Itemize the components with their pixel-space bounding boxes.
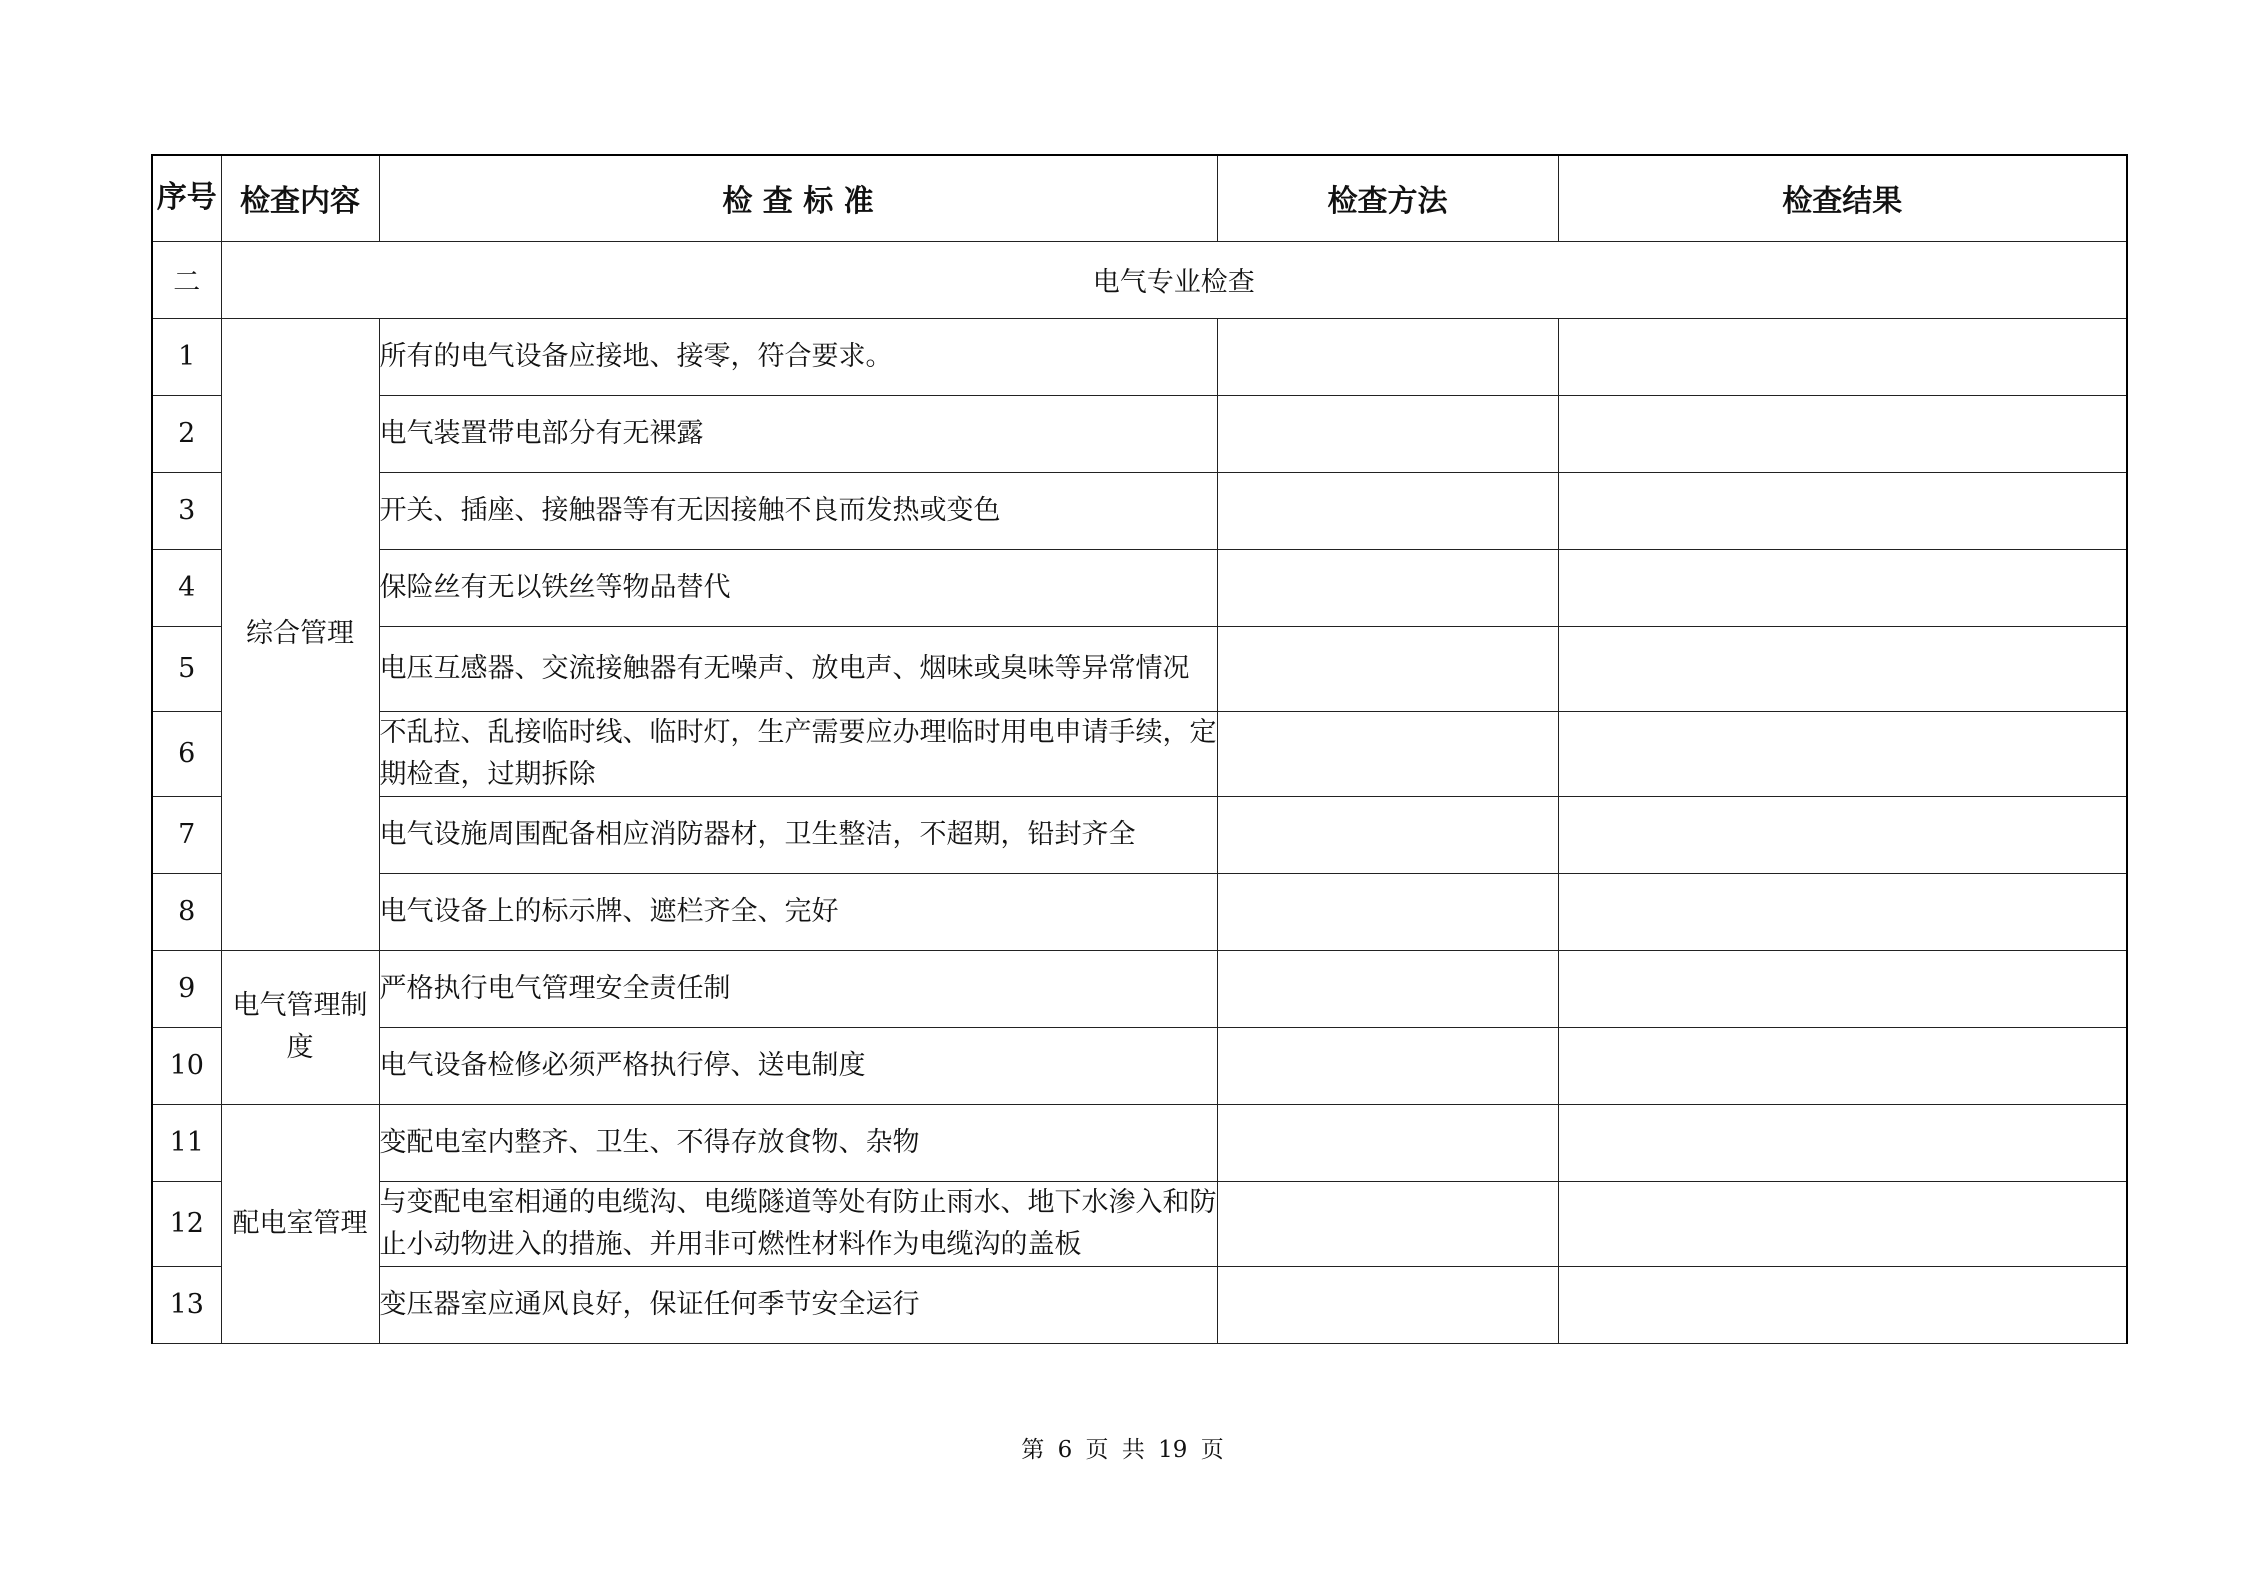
row-number: 2 (152, 395, 221, 472)
row-standard: 与变配电室相通的电缆沟、电缆隧道等处有防止雨水、地下水渗入和防止小动物进入的措施、并用非可燃性材料作为电缆沟的盖板 (379, 1181, 1217, 1266)
row-number: 8 (152, 873, 221, 950)
group-label-electrical-rules: 电气管理制度 (221, 950, 379, 1104)
table-row (152, 395, 2127, 472)
header-seq: 序号 (152, 155, 221, 241)
row-result-cell[interactable] (1558, 950, 2127, 1027)
row-number: 6 (152, 711, 221, 796)
row-standard: 保险丝有无以铁丝等物品替代 (379, 549, 1217, 626)
table-row (152, 873, 2127, 950)
row-result-cell[interactable] (1558, 796, 2127, 873)
row-standard: 电气设备检修必须严格执行停、送电制度 (379, 1027, 1217, 1104)
row-standard: 所有的电气设备应接地、接零，符合要求。 (379, 318, 1217, 395)
header-content: 检查内容 (221, 155, 379, 241)
row-result-cell[interactable] (1558, 1266, 2127, 1343)
section-title: 电气专业检查 (221, 241, 2127, 318)
row-result-cell[interactable] (1558, 549, 2127, 626)
row-standard: 开关、插座、接触器等有无因接触不良而发热或变色 (379, 472, 1217, 549)
table-row (152, 1266, 2127, 1343)
row-number: 10 (152, 1027, 221, 1104)
row-number: 1 (152, 318, 221, 395)
header-standard: 检 查 标 准 (379, 155, 1217, 241)
row-standard: 变压器室应通风良好，保证任何季节安全运行 (379, 1266, 1217, 1343)
table-row (152, 950, 2127, 1027)
row-method-cell[interactable] (1217, 1027, 1558, 1104)
row-standard: 电气装置带电部分有无裸露 (379, 395, 1217, 472)
row-result-cell[interactable] (1558, 873, 2127, 950)
row-method-cell[interactable] (1217, 1266, 1558, 1343)
table-row (152, 549, 2127, 626)
row-standard: 电气设施周围配备相应消防器材，卫生整洁，不超期，铅封齐全 (379, 796, 1217, 873)
row-method-cell[interactable] (1217, 395, 1558, 472)
row-standard: 电气设备上的标示牌、遮栏齐全、完好 (379, 873, 1217, 950)
row-number: 4 (152, 549, 221, 626)
row-standard: 变配电室内整齐、卫生、不得存放食物、杂物 (379, 1104, 1217, 1181)
row-number: 11 (152, 1104, 221, 1181)
row-method-cell[interactable] (1217, 626, 1558, 711)
header-method: 检查方法 (1217, 155, 1558, 241)
row-method-cell[interactable] (1217, 549, 1558, 626)
table-row (152, 1027, 2127, 1104)
row-method-cell[interactable] (1217, 873, 1558, 950)
table-row (152, 711, 2127, 796)
section-number: 二 (152, 241, 221, 318)
row-method-cell[interactable] (1217, 950, 1558, 1027)
row-number: 5 (152, 626, 221, 711)
row-method-cell[interactable] (1217, 1181, 1558, 1266)
group-label-switch-room: 配电室管理 (221, 1104, 379, 1343)
page-number-footer: 第 6 页 共 19 页 (1021, 1437, 1224, 1463)
group-label-general-management: 综合管理 (221, 318, 379, 950)
row-standard: 不乱拉、乱接临时线、临时灯，生产需要应办理临时用电申请手续，定期检查，过期拆除 (379, 711, 1217, 796)
section-row (152, 241, 2127, 318)
row-method-cell[interactable] (1217, 472, 1558, 549)
table-row (152, 1181, 2127, 1266)
header-result: 检查结果 (1558, 155, 2127, 241)
table-row (152, 626, 2127, 711)
row-number: 12 (152, 1181, 221, 1266)
row-standard: 电压互感器、交流接触器有无噪声、放电声、烟味或臭味等异常情况 (379, 626, 1217, 711)
table-row (152, 318, 2127, 395)
row-number: 9 (152, 950, 221, 1027)
row-result-cell[interactable] (1558, 1104, 2127, 1181)
row-method-cell[interactable] (1217, 796, 1558, 873)
table-row (152, 796, 2127, 873)
row-method-cell[interactable] (1217, 318, 1558, 395)
row-result-cell[interactable] (1558, 395, 2127, 472)
row-result-cell[interactable] (1558, 472, 2127, 549)
row-method-cell[interactable] (1217, 711, 1558, 796)
row-result-cell[interactable] (1558, 626, 2127, 711)
row-result-cell[interactable] (1558, 1181, 2127, 1266)
inspection-checklist-table (151, 154, 2128, 1344)
table-row (152, 1104, 2127, 1181)
table-row (152, 472, 2127, 549)
header-row (152, 155, 2127, 241)
row-method-cell[interactable] (1217, 1104, 1558, 1181)
row-result-cell[interactable] (1558, 1027, 2127, 1104)
row-standard: 严格执行电气管理安全责任制 (379, 950, 1217, 1027)
row-number: 7 (152, 796, 221, 873)
row-result-cell[interactable] (1558, 711, 2127, 796)
row-number: 13 (152, 1266, 221, 1343)
row-result-cell[interactable] (1558, 318, 2127, 395)
row-number: 3 (152, 472, 221, 549)
